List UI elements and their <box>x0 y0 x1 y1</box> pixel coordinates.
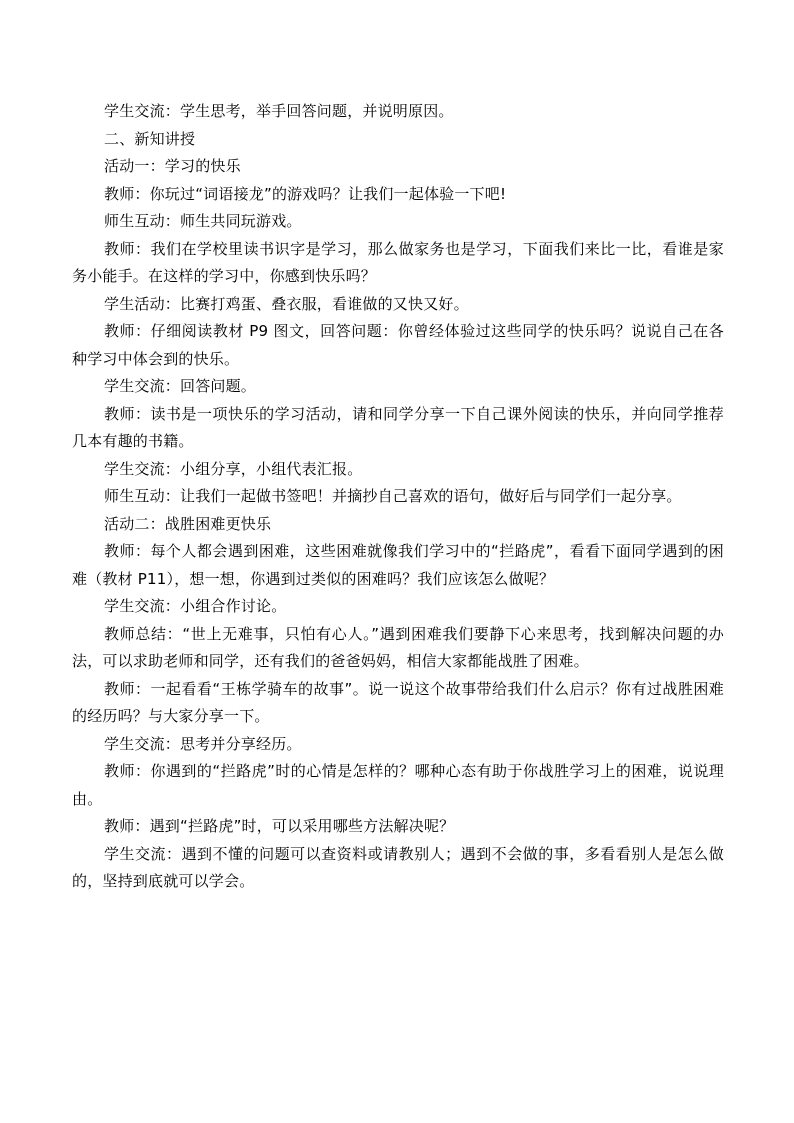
paragraph: 教师：一起看看“王栋学骑车的故事”。说一说这个故事带给我们什么启示？你有过战胜困难的经历吗？与大家分享一下。 <box>72 679 724 725</box>
section-heading: 二、新知讲授 <box>104 129 196 148</box>
paragraph: 教师：每个人都会遇到困难，这些困难就像我们学习中的“拦路虎”，看看下面同学遇到的困难（教材 P11），想一想，你遇到过类似的困难吗？我们应该怎么做呢？ <box>72 542 724 588</box>
paragraph: 学生交流：小组分享，小组代表汇报。 <box>104 459 363 478</box>
paragraph: 教师总结：“世上无难事，只怕有心人。”遇到困难我们要静下心来思考，找到解决问题的办法，可以求助老师和同学，还有我们的爸爸妈妈，相信大家都能战胜了困难。 <box>72 624 724 670</box>
paragraph: 教师：我们在学校里读书识字是学习，那么做家务也是学习，下面我们来比一比，看谁是家务小能手。在这样的学习中，你感到快乐吗？ <box>72 239 724 285</box>
activity-heading: 活动二：战胜困难更快乐 <box>104 514 272 533</box>
paragraph: 教师：仔细阅读教材 P9 图文，回答问题：你曾经体验过这些同学的快乐吗？说说自己在各种学习中体会到的快乐。 <box>72 322 724 368</box>
paragraph: 学生活动：比赛打鸡蛋、叠衣服，看谁做的又快又好。 <box>104 294 469 313</box>
paragraph: 教师：遇到“拦路虎”时，可以采用哪些方法解决呢？ <box>104 817 455 835</box>
document-body <box>72 98 724 896</box>
paragraph: 学生交流：思考并分享经历。 <box>104 734 302 753</box>
paragraph: 学生交流：回答问题。 <box>104 377 257 395</box>
paragraph: 学生交流：小组合作讨论。 <box>104 597 287 615</box>
paragraph: 师生互动：师生共同玩游戏。 <box>104 212 302 230</box>
paragraph: 教师：你遇到的“拦路虎”时的心情是怎样的？哪种心态有助于你战胜学习上的困难，说说理由。 <box>72 762 724 808</box>
paragraph: 教师：你玩过“词语接龙”的游戏吗？让我们一起体验一下吧! <box>104 184 507 203</box>
activity-heading: 活动一：学习的快乐 <box>104 157 241 175</box>
paragraph: 学生交流：遇到不懂的问题可以查资料或请教别人；遇到不会做的事，多看看别人是怎么做的，坚持到底就可以学会。 <box>72 844 724 890</box>
paragraph: 教师：读书是一项快乐的学习活动，请和同学分享一下自己课外阅读的快乐，并向同学推荐几本有趣的书籍。 <box>72 404 724 450</box>
paragraph: 师生互动：让我们一起做书签吧！并摘抄自己喜欢的语句，做好后与同学们一起分享。 <box>104 487 682 505</box>
paragraph: 学生交流：学生思考，举手回答问题，并说明原因。 <box>104 102 454 120</box>
